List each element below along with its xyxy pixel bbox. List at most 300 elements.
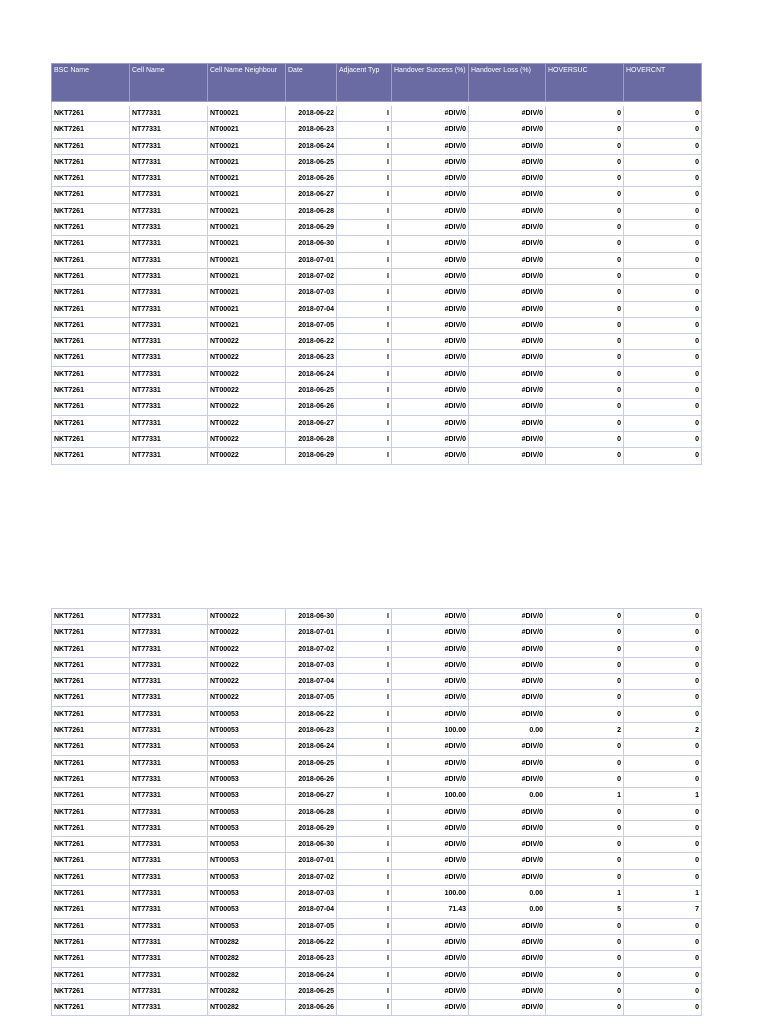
cell-handover-loss: #DIV/0 bbox=[469, 983, 546, 999]
cell-date: 2018-06-30 bbox=[286, 236, 337, 252]
cell-hovercnt: 0 bbox=[624, 853, 702, 869]
cell-adjacent-type: I bbox=[337, 383, 392, 399]
cell-handover-success: #DIV/0 bbox=[392, 220, 469, 236]
table-row bbox=[52, 869, 702, 885]
cell-date: 2018-06-25 bbox=[286, 983, 337, 999]
cell-hovercnt: 0 bbox=[624, 918, 702, 934]
cell-adjacent-type: I bbox=[337, 625, 392, 641]
cell-bsc-name: NKT7261 bbox=[52, 771, 130, 787]
cell-neighbour: NT00022 bbox=[208, 674, 286, 690]
cell-handover-success: 100.00 bbox=[392, 788, 469, 804]
cell-neighbour: NT00021 bbox=[208, 301, 286, 317]
cell-neighbour: NT00021 bbox=[208, 171, 286, 187]
cell-hovercnt: 0 bbox=[624, 983, 702, 999]
cell-hovercnt: 0 bbox=[624, 967, 702, 983]
cell-date: 2018-07-05 bbox=[286, 918, 337, 934]
table-row bbox=[52, 154, 702, 170]
cell-hovercnt: 0 bbox=[624, 268, 702, 284]
cell-bsc-name: NKT7261 bbox=[52, 934, 130, 950]
cell-adjacent-type: I bbox=[337, 268, 392, 284]
cell-date: 2018-06-25 bbox=[286, 755, 337, 771]
cell-bsc-name: NKT7261 bbox=[52, 837, 130, 853]
cell-neighbour: NT00022 bbox=[208, 690, 286, 706]
cell-bsc-name: NKT7261 bbox=[52, 739, 130, 755]
cell-hovercnt: 0 bbox=[624, 252, 702, 268]
cell-bsc-name: NKT7261 bbox=[52, 301, 130, 317]
cell-adjacent-type: I bbox=[337, 690, 392, 706]
cell-cell-name: NT77331 bbox=[130, 771, 208, 787]
cell-neighbour: NT00021 bbox=[208, 268, 286, 284]
cell-cell-name: NT77331 bbox=[130, 122, 208, 138]
cell-bsc-name: NKT7261 bbox=[52, 122, 130, 138]
table-row bbox=[52, 609, 702, 625]
cell-date: 2018-07-02 bbox=[286, 869, 337, 885]
cell-date: 2018-06-24 bbox=[286, 739, 337, 755]
cell-bsc-name: NKT7261 bbox=[52, 203, 130, 219]
cell-neighbour: NT00282 bbox=[208, 967, 286, 983]
cell-handover-loss: #DIV/0 bbox=[469, 154, 546, 170]
cell-cell-name: NT77331 bbox=[130, 399, 208, 415]
cell-handover-success: 71.43 bbox=[392, 902, 469, 918]
cell-date: 2018-06-26 bbox=[286, 399, 337, 415]
cell-adjacent-type: I bbox=[337, 154, 392, 170]
cell-cell-name: NT77331 bbox=[130, 203, 208, 219]
cell-bsc-name: NKT7261 bbox=[52, 886, 130, 902]
header-bsc-name: BSC Name bbox=[52, 64, 130, 102]
cell-bsc-name: NKT7261 bbox=[52, 1000, 130, 1016]
cell-neighbour: NT00053 bbox=[208, 837, 286, 853]
cell-handover-loss: #DIV/0 bbox=[469, 268, 546, 284]
cell-adjacent-type: I bbox=[337, 187, 392, 203]
cell-hovercnt: 0 bbox=[624, 285, 702, 301]
cell-hovercnt: 0 bbox=[624, 1000, 702, 1016]
cell-handover-success: #DIV/0 bbox=[392, 869, 469, 885]
cell-hovercnt: 0 bbox=[624, 171, 702, 187]
cell-adjacent-type: I bbox=[337, 350, 392, 366]
cell-bsc-name: NKT7261 bbox=[52, 690, 130, 706]
cell-hoversuc: 0 bbox=[546, 837, 624, 853]
table-row bbox=[52, 788, 702, 804]
cell-hovercnt: 0 bbox=[624, 690, 702, 706]
table-row bbox=[52, 641, 702, 657]
cell-adjacent-type: I bbox=[337, 853, 392, 869]
cell-hoversuc: 0 bbox=[546, 771, 624, 787]
cell-hoversuc: 0 bbox=[546, 448, 624, 464]
cell-hoversuc: 0 bbox=[546, 334, 624, 350]
cell-handover-success: #DIV/0 bbox=[392, 448, 469, 464]
cell-bsc-name: NKT7261 bbox=[52, 154, 130, 170]
cell-neighbour: NT00021 bbox=[208, 154, 286, 170]
cell-adjacent-type: I bbox=[337, 755, 392, 771]
cell-handover-loss: #DIV/0 bbox=[469, 431, 546, 447]
cell-handover-loss: #DIV/0 bbox=[469, 951, 546, 967]
table-row bbox=[52, 674, 702, 690]
cell-hoversuc: 0 bbox=[546, 154, 624, 170]
table-row bbox=[52, 350, 702, 366]
cell-hovercnt: 0 bbox=[624, 755, 702, 771]
cell-adjacent-type: I bbox=[337, 820, 392, 836]
cell-bsc-name: NKT7261 bbox=[52, 383, 130, 399]
cell-adjacent-type: I bbox=[337, 122, 392, 138]
cell-adjacent-type: I bbox=[337, 448, 392, 464]
cell-adjacent-type: I bbox=[337, 366, 392, 382]
cell-hoversuc: 0 bbox=[546, 203, 624, 219]
cell-cell-name: NT77331 bbox=[130, 934, 208, 950]
cell-hovercnt: 0 bbox=[624, 431, 702, 447]
cell-date: 2018-07-05 bbox=[286, 690, 337, 706]
cell-hovercnt: 0 bbox=[624, 951, 702, 967]
cell-handover-loss: 0.00 bbox=[469, 902, 546, 918]
cell-adjacent-type: I bbox=[337, 317, 392, 333]
cell-hoversuc: 0 bbox=[546, 625, 624, 641]
cell-bsc-name: NKT7261 bbox=[52, 187, 130, 203]
cell-date: 2018-06-22 bbox=[286, 934, 337, 950]
cell-bsc-name: NKT7261 bbox=[52, 674, 130, 690]
table-row bbox=[52, 285, 702, 301]
table-body bbox=[52, 102, 702, 465]
cell-hoversuc: 0 bbox=[546, 690, 624, 706]
cell-neighbour: NT00053 bbox=[208, 853, 286, 869]
cell-handover-success: 100.00 bbox=[392, 723, 469, 739]
cell-handover-loss: #DIV/0 bbox=[469, 366, 546, 382]
table-row bbox=[52, 383, 702, 399]
cell-adjacent-type: I bbox=[337, 203, 392, 219]
cell-hovercnt: 0 bbox=[624, 641, 702, 657]
cell-cell-name: NT77331 bbox=[130, 106, 208, 122]
cell-adjacent-type: I bbox=[337, 334, 392, 350]
cell-bsc-name: NKT7261 bbox=[52, 366, 130, 382]
cell-adjacent-type: I bbox=[337, 804, 392, 820]
cell-hoversuc: 0 bbox=[546, 820, 624, 836]
table-row bbox=[52, 886, 702, 902]
cell-bsc-name: NKT7261 bbox=[52, 967, 130, 983]
cell-neighbour: NT00053 bbox=[208, 755, 286, 771]
cell-cell-name: NT77331 bbox=[130, 967, 208, 983]
cell-cell-name: NT77331 bbox=[130, 853, 208, 869]
cell-date: 2018-06-24 bbox=[286, 138, 337, 154]
cell-handover-success: #DIV/0 bbox=[392, 301, 469, 317]
cell-handover-loss: #DIV/0 bbox=[469, 220, 546, 236]
table-row bbox=[52, 934, 702, 950]
cell-adjacent-type: I bbox=[337, 706, 392, 722]
cell-adjacent-type: I bbox=[337, 674, 392, 690]
cell-adjacent-type: I bbox=[337, 902, 392, 918]
cell-hoversuc: 0 bbox=[546, 252, 624, 268]
cell-handover-success: #DIV/0 bbox=[392, 138, 469, 154]
cell-cell-name: NT77331 bbox=[130, 804, 208, 820]
cell-hovercnt: 0 bbox=[624, 706, 702, 722]
cell-hoversuc: 0 bbox=[546, 220, 624, 236]
cell-cell-name: NT77331 bbox=[130, 154, 208, 170]
table-row bbox=[52, 771, 702, 787]
cell-date: 2018-06-25 bbox=[286, 383, 337, 399]
cell-date: 2018-06-28 bbox=[286, 804, 337, 820]
cell-handover-success: #DIV/0 bbox=[392, 657, 469, 673]
cell-hovercnt: 0 bbox=[624, 399, 702, 415]
cell-cell-name: NT77331 bbox=[130, 138, 208, 154]
cell-adjacent-type: I bbox=[337, 252, 392, 268]
cell-date: 2018-06-30 bbox=[286, 837, 337, 853]
cell-hovercnt: 0 bbox=[624, 609, 702, 625]
cell-hoversuc: 0 bbox=[546, 706, 624, 722]
cell-handover-success: #DIV/0 bbox=[392, 415, 469, 431]
cell-cell-name: NT77331 bbox=[130, 886, 208, 902]
cell-adjacent-type: I bbox=[337, 1000, 392, 1016]
cell-cell-name: NT77331 bbox=[130, 301, 208, 317]
cell-date: 2018-07-02 bbox=[286, 268, 337, 284]
cell-date: 2018-06-26 bbox=[286, 771, 337, 787]
header-hoversuc: HOVERSUC bbox=[546, 64, 624, 102]
cell-cell-name: NT77331 bbox=[130, 171, 208, 187]
cell-adjacent-type: I bbox=[337, 788, 392, 804]
cell-bsc-name: NKT7261 bbox=[52, 918, 130, 934]
table-row bbox=[52, 334, 702, 350]
cell-hovercnt: 0 bbox=[624, 334, 702, 350]
cell-date: 2018-06-23 bbox=[286, 951, 337, 967]
cell-cell-name: NT77331 bbox=[130, 739, 208, 755]
cell-cell-name: NT77331 bbox=[130, 837, 208, 853]
cell-hoversuc: 0 bbox=[546, 171, 624, 187]
cell-neighbour: NT00022 bbox=[208, 657, 286, 673]
cell-handover-loss: 0.00 bbox=[469, 886, 546, 902]
cell-handover-success: #DIV/0 bbox=[392, 366, 469, 382]
cell-adjacent-type: I bbox=[337, 983, 392, 999]
cell-neighbour: NT00282 bbox=[208, 934, 286, 950]
cell-hovercnt: 0 bbox=[624, 138, 702, 154]
table-row bbox=[52, 755, 702, 771]
cell-handover-loss: #DIV/0 bbox=[469, 399, 546, 415]
cell-cell-name: NT77331 bbox=[130, 448, 208, 464]
cell-handover-loss: #DIV/0 bbox=[469, 967, 546, 983]
cell-bsc-name: NKT7261 bbox=[52, 431, 130, 447]
cell-adjacent-type: I bbox=[337, 886, 392, 902]
cell-handover-success: 100.00 bbox=[392, 886, 469, 902]
cell-hoversuc: 0 bbox=[546, 399, 624, 415]
cell-hoversuc: 0 bbox=[546, 641, 624, 657]
table-row bbox=[52, 853, 702, 869]
cell-date: 2018-06-24 bbox=[286, 366, 337, 382]
cell-handover-success: #DIV/0 bbox=[392, 285, 469, 301]
cell-bsc-name: NKT7261 bbox=[52, 268, 130, 284]
cell-handover-loss: #DIV/0 bbox=[469, 106, 546, 122]
cell-handover-success: #DIV/0 bbox=[392, 350, 469, 366]
cell-date: 2018-06-22 bbox=[286, 706, 337, 722]
cell-bsc-name: NKT7261 bbox=[52, 415, 130, 431]
cell-handover-loss: #DIV/0 bbox=[469, 706, 546, 722]
cell-handover-success: #DIV/0 bbox=[392, 187, 469, 203]
cell-adjacent-type: I bbox=[337, 771, 392, 787]
cell-handover-loss: #DIV/0 bbox=[469, 690, 546, 706]
cell-date: 2018-06-23 bbox=[286, 122, 337, 138]
cell-hoversuc: 2 bbox=[546, 723, 624, 739]
cell-cell-name: NT77331 bbox=[130, 609, 208, 625]
cell-handover-success: #DIV/0 bbox=[392, 1000, 469, 1016]
cell-cell-name: NT77331 bbox=[130, 657, 208, 673]
cell-handover-success: #DIV/0 bbox=[392, 203, 469, 219]
cell-neighbour: NT00021 bbox=[208, 106, 286, 122]
cell-cell-name: NT77331 bbox=[130, 415, 208, 431]
header-handover-loss: Handover Loss (%) bbox=[469, 64, 546, 102]
cell-cell-name: NT77331 bbox=[130, 383, 208, 399]
cell-cell-name: NT77331 bbox=[130, 317, 208, 333]
table-row bbox=[52, 366, 702, 382]
cell-handover-loss: #DIV/0 bbox=[469, 820, 546, 836]
cell-bsc-name: NKT7261 bbox=[52, 706, 130, 722]
table-row bbox=[52, 967, 702, 983]
cell-handover-success: #DIV/0 bbox=[392, 820, 469, 836]
cell-date: 2018-06-28 bbox=[286, 203, 337, 219]
cell-handover-loss: #DIV/0 bbox=[469, 853, 546, 869]
cell-adjacent-type: I bbox=[337, 138, 392, 154]
cell-handover-success: #DIV/0 bbox=[392, 934, 469, 950]
handover-table-page2 bbox=[51, 608, 702, 1016]
table-row bbox=[52, 236, 702, 252]
cell-hovercnt: 0 bbox=[624, 317, 702, 333]
cell-handover-loss: #DIV/0 bbox=[469, 301, 546, 317]
cell-hovercnt: 0 bbox=[624, 122, 702, 138]
cell-bsc-name: NKT7261 bbox=[52, 252, 130, 268]
cell-handover-loss: #DIV/0 bbox=[469, 918, 546, 934]
cell-hoversuc: 0 bbox=[546, 934, 624, 950]
cell-handover-success: #DIV/0 bbox=[392, 171, 469, 187]
cell-bsc-name: NKT7261 bbox=[52, 350, 130, 366]
cell-handover-success: #DIV/0 bbox=[392, 967, 469, 983]
cell-bsc-name: NKT7261 bbox=[52, 236, 130, 252]
cell-hoversuc: 0 bbox=[546, 869, 624, 885]
cell-hoversuc: 0 bbox=[546, 415, 624, 431]
cell-hovercnt: 0 bbox=[624, 415, 702, 431]
cell-handover-success: #DIV/0 bbox=[392, 983, 469, 999]
cell-cell-name: NT77331 bbox=[130, 755, 208, 771]
cell-hoversuc: 0 bbox=[546, 366, 624, 382]
table-row bbox=[52, 739, 702, 755]
cell-cell-name: NT77331 bbox=[130, 334, 208, 350]
cell-adjacent-type: I bbox=[337, 967, 392, 983]
cell-neighbour: NT00282 bbox=[208, 951, 286, 967]
cell-hovercnt: 0 bbox=[624, 869, 702, 885]
cell-neighbour: NT00053 bbox=[208, 723, 286, 739]
cell-hoversuc: 0 bbox=[546, 755, 624, 771]
cell-bsc-name: NKT7261 bbox=[52, 171, 130, 187]
cell-bsc-name: NKT7261 bbox=[52, 625, 130, 641]
table-row bbox=[52, 268, 702, 284]
cell-hoversuc: 0 bbox=[546, 138, 624, 154]
cell-neighbour: NT00022 bbox=[208, 609, 286, 625]
cell-adjacent-type: I bbox=[337, 171, 392, 187]
cell-hoversuc: 0 bbox=[546, 236, 624, 252]
cell-handover-loss: #DIV/0 bbox=[469, 739, 546, 755]
cell-hovercnt: 0 bbox=[624, 934, 702, 950]
cell-hovercnt: 0 bbox=[624, 657, 702, 673]
cell-date: 2018-06-30 bbox=[286, 609, 337, 625]
cell-handover-success: #DIV/0 bbox=[392, 706, 469, 722]
cell-bsc-name: NKT7261 bbox=[52, 804, 130, 820]
table-row bbox=[52, 625, 702, 641]
table-row bbox=[52, 220, 702, 236]
cell-cell-name: NT77331 bbox=[130, 220, 208, 236]
cell-date: 2018-07-01 bbox=[286, 252, 337, 268]
table-row bbox=[52, 431, 702, 447]
cell-handover-loss: #DIV/0 bbox=[469, 869, 546, 885]
cell-adjacent-type: I bbox=[337, 431, 392, 447]
cell-cell-name: NT77331 bbox=[130, 268, 208, 284]
cell-cell-name: NT77331 bbox=[130, 723, 208, 739]
cell-handover-loss: #DIV/0 bbox=[469, 236, 546, 252]
cell-hovercnt: 0 bbox=[624, 771, 702, 787]
cell-bsc-name: NKT7261 bbox=[52, 448, 130, 464]
cell-date: 2018-06-29 bbox=[286, 220, 337, 236]
cell-date: 2018-06-22 bbox=[286, 106, 337, 122]
cell-handover-loss: #DIV/0 bbox=[469, 122, 546, 138]
cell-cell-name: NT77331 bbox=[130, 187, 208, 203]
cell-hoversuc: 0 bbox=[546, 983, 624, 999]
cell-handover-loss: #DIV/0 bbox=[469, 448, 546, 464]
cell-date: 2018-06-27 bbox=[286, 187, 337, 203]
cell-hoversuc: 0 bbox=[546, 1000, 624, 1016]
cell-neighbour: NT00053 bbox=[208, 902, 286, 918]
cell-hoversuc: 0 bbox=[546, 268, 624, 284]
table-row bbox=[52, 657, 702, 673]
cell-date: 2018-06-28 bbox=[286, 431, 337, 447]
cell-adjacent-type: I bbox=[337, 236, 392, 252]
table-header-row bbox=[52, 64, 702, 102]
cell-cell-name: NT77331 bbox=[130, 431, 208, 447]
cell-adjacent-type: I bbox=[337, 837, 392, 853]
cell-bsc-name: NKT7261 bbox=[52, 902, 130, 918]
cell-bsc-name: NKT7261 bbox=[52, 788, 130, 804]
cell-handover-success: #DIV/0 bbox=[392, 252, 469, 268]
cell-bsc-name: NKT7261 bbox=[52, 755, 130, 771]
cell-neighbour: NT00021 bbox=[208, 252, 286, 268]
cell-date: 2018-06-29 bbox=[286, 820, 337, 836]
cell-neighbour: NT00021 bbox=[208, 203, 286, 219]
cell-hoversuc: 0 bbox=[546, 739, 624, 755]
cell-cell-name: NT77331 bbox=[130, 350, 208, 366]
cell-date: 2018-06-26 bbox=[286, 1000, 337, 1016]
cell-neighbour: NT00022 bbox=[208, 383, 286, 399]
cell-cell-name: NT77331 bbox=[130, 983, 208, 999]
cell-adjacent-type: I bbox=[337, 220, 392, 236]
cell-neighbour: NT00021 bbox=[208, 220, 286, 236]
cell-cell-name: NT77331 bbox=[130, 366, 208, 382]
cell-hoversuc: 0 bbox=[546, 804, 624, 820]
cell-bsc-name: NKT7261 bbox=[52, 399, 130, 415]
table-row bbox=[52, 723, 702, 739]
cell-date: 2018-06-29 bbox=[286, 448, 337, 464]
cell-handover-loss: 0.00 bbox=[469, 723, 546, 739]
cell-date: 2018-07-03 bbox=[286, 285, 337, 301]
cell-neighbour: NT00022 bbox=[208, 641, 286, 657]
cell-handover-success: #DIV/0 bbox=[392, 609, 469, 625]
table-row bbox=[52, 203, 702, 219]
cell-hovercnt: 0 bbox=[624, 301, 702, 317]
cell-cell-name: NT77331 bbox=[130, 625, 208, 641]
table-row bbox=[52, 448, 702, 464]
cell-hoversuc: 0 bbox=[546, 317, 624, 333]
cell-neighbour: NT00282 bbox=[208, 1000, 286, 1016]
cell-neighbour: NT00053 bbox=[208, 820, 286, 836]
cell-hoversuc: 0 bbox=[546, 674, 624, 690]
cell-handover-loss: #DIV/0 bbox=[469, 674, 546, 690]
cell-adjacent-type: I bbox=[337, 106, 392, 122]
cell-hovercnt: 0 bbox=[624, 106, 702, 122]
cell-handover-loss: 0.00 bbox=[469, 788, 546, 804]
cell-date: 2018-06-23 bbox=[286, 350, 337, 366]
cell-neighbour: NT00022 bbox=[208, 625, 286, 641]
cell-date: 2018-07-04 bbox=[286, 902, 337, 918]
cell-hovercnt: 0 bbox=[624, 625, 702, 641]
cell-neighbour: NT00022 bbox=[208, 366, 286, 382]
